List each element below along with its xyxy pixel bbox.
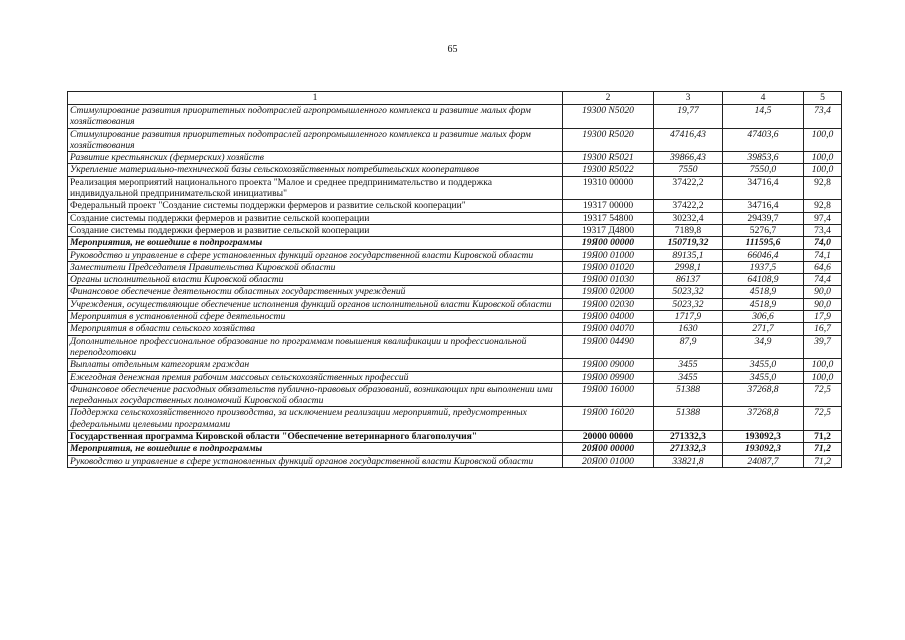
row-name-cell: Мероприятия, не вошедшие в подпрограммы	[68, 443, 563, 455]
row-name-cell: Создание системы поддержки фермеров и развитие сельской кооперации	[68, 224, 563, 236]
row-name-cell: Финансовое обеспечение расходных обязательств публично-правовых образований, возникающих при выполнении ими переданных государственных полномочий Кировской области	[68, 383, 563, 407]
row-name-cell: Реализация мероприятий национального проекта "Малое и среднее предпринимательство и поддержка индивидуальной предпринимательской инициативы"	[68, 176, 563, 200]
table-row	[68, 261, 842, 273]
row-value-col5: 90,0	[804, 298, 842, 310]
row-code-cell: 19Я00 02030	[563, 298, 654, 310]
row-value-col4: 5276,7	[723, 224, 804, 236]
table-row	[68, 359, 842, 371]
table-row	[68, 383, 842, 407]
row-value-col5: 71,2	[804, 455, 842, 467]
row-value-col4: 34,9	[723, 335, 804, 359]
table-row	[68, 176, 842, 200]
row-value-col4: 64108,9	[723, 274, 804, 286]
row-value-col5: 100,0	[804, 152, 842, 164]
row-value-col5: 97,4	[804, 212, 842, 224]
row-code-cell: 19317 Д4800	[563, 224, 654, 236]
row-value-col4: 29439,7	[723, 212, 804, 224]
table-row	[68, 152, 842, 164]
row-value-col4: 66046,4	[723, 249, 804, 261]
row-name-cell: Органы исполнительной власти Кировской области	[68, 274, 563, 286]
table-row	[68, 286, 842, 298]
row-value-col4: 4518,9	[723, 298, 804, 310]
row-name-cell: Руководство и управление в сфере установленных функций органов государственной власти Кировской области	[68, 455, 563, 467]
row-code-cell: 19Я00 09000	[563, 359, 654, 371]
table-row	[68, 323, 842, 335]
row-code-cell: 19Я00 16020	[563, 407, 654, 431]
table-row	[68, 455, 842, 467]
table-row	[68, 128, 842, 152]
row-value-col3: 39866,43	[654, 152, 723, 164]
column-header-1: 1	[68, 92, 563, 105]
row-value-col5: 72,5	[804, 407, 842, 431]
row-value-col5: 64,6	[804, 261, 842, 273]
row-name-cell: Стимулирование развития приоритетных подотраслей агропромышленного комплекса и развитие малых форм хозяйствования	[68, 128, 563, 152]
row-name-cell: Мероприятия в установленной сфере деятельности	[68, 311, 563, 323]
row-name-cell: Создание системы поддержки фермеров и развитие сельской кооперации	[68, 212, 563, 224]
row-code-cell: 19317 00000	[563, 200, 654, 212]
row-value-col3: 37422,2	[654, 200, 723, 212]
row-code-cell: 19Я00 00000	[563, 237, 654, 249]
row-value-col3: 3455	[654, 371, 723, 383]
row-name-cell: Мероприятия, не вошедшие в подпрограммы	[68, 237, 563, 249]
row-value-col5: 39,7	[804, 335, 842, 359]
table-row	[68, 407, 842, 431]
row-value-col4: 37268,8	[723, 407, 804, 431]
row-value-col3: 86137	[654, 274, 723, 286]
column-header-3: 3	[654, 92, 723, 105]
table-row	[68, 200, 842, 212]
row-value-col4: 1937,5	[723, 261, 804, 273]
row-name-cell: Поддержка сельскохозяйственного производства, за исключением реализации мероприятий, предусмотренных федеральными целевыми программами	[68, 407, 563, 431]
row-value-col3: 3455	[654, 359, 723, 371]
row-value-col4: 271,7	[723, 323, 804, 335]
row-value-col4: 7550,0	[723, 164, 804, 176]
row-code-cell: 19300 R5022	[563, 164, 654, 176]
row-value-col4: 14,5	[723, 105, 804, 129]
row-code-cell: 19Я00 01030	[563, 274, 654, 286]
row-code-cell: 19300 R5021	[563, 152, 654, 164]
row-value-col3: 1630	[654, 323, 723, 335]
row-value-col3: 89135,1	[654, 249, 723, 261]
row-value-col5: 73,4	[804, 224, 842, 236]
row-name-cell: Дополнительное профессиональное образование по программам повышения квалификации и профессиональной переподготовки	[68, 335, 563, 359]
row-value-col4: 47403,6	[723, 128, 804, 152]
table-row	[68, 224, 842, 236]
row-value-col3: 37422,2	[654, 176, 723, 200]
row-code-cell: 19Я00 01000	[563, 249, 654, 261]
row-value-col3: 5023,32	[654, 286, 723, 298]
row-code-cell: 19300 R5020	[563, 128, 654, 152]
row-code-cell: 19Я00 04490	[563, 335, 654, 359]
row-value-col5: 73,4	[804, 105, 842, 129]
row-value-col3: 33821,8	[654, 455, 723, 467]
table-row	[68, 212, 842, 224]
row-value-col3: 2998,1	[654, 261, 723, 273]
row-value-col4: 4518,9	[723, 286, 804, 298]
row-value-col3: 1717,9	[654, 311, 723, 323]
row-name-cell: Заместители Председателя Правительства Кировской области	[68, 261, 563, 273]
row-value-col3: 271332,3	[654, 443, 723, 455]
row-value-col5: 17,9	[804, 311, 842, 323]
row-code-cell: 20Я00 01000	[563, 455, 654, 467]
row-name-cell: Руководство и управление в сфере установленных функций органов государственной власти Кировской области	[68, 249, 563, 261]
row-value-col4: 34716,4	[723, 176, 804, 200]
row-code-cell: 19317 54800	[563, 212, 654, 224]
table-row	[68, 164, 842, 176]
row-code-cell: 19Я00 04000	[563, 311, 654, 323]
table-row	[68, 371, 842, 383]
row-value-col3: 51388	[654, 383, 723, 407]
row-value-col4: 34716,4	[723, 200, 804, 212]
row-value-col3: 47416,43	[654, 128, 723, 152]
row-name-cell: Стимулирование развития приоритетных подотраслей агропромышленного комплекса и развитие малых форм хозяйствования	[68, 105, 563, 129]
table-row	[68, 274, 842, 286]
row-code-cell: 19Я00 04070	[563, 323, 654, 335]
page-number: 65	[447, 44, 458, 55]
table-row	[68, 105, 842, 129]
row-value-col4: 111595,6	[723, 237, 804, 249]
row-value-col5: 71,2	[804, 431, 842, 443]
row-code-cell: 20Я00 00000	[563, 443, 654, 455]
row-value-col5: 92,8	[804, 176, 842, 200]
table-body	[68, 105, 842, 468]
row-value-col5: 92,8	[804, 200, 842, 212]
row-value-col3: 30232,4	[654, 212, 723, 224]
row-value-col3: 271332,3	[654, 431, 723, 443]
row-value-col4: 3455,0	[723, 359, 804, 371]
row-value-col3: 19,77	[654, 105, 723, 129]
row-value-col3: 7550	[654, 164, 723, 176]
row-name-cell: Мероприятия в области сельского хозяйства	[68, 323, 563, 335]
column-header-2: 2	[563, 92, 654, 105]
row-value-col5: 72,5	[804, 383, 842, 407]
row-name-cell: Укрепление материально-технической базы сельскохозяйственных потребительских кооперативов	[68, 164, 563, 176]
row-name-cell: Государственная программа Кировской области "Обеспечение ветеринарного благополучия"	[68, 431, 563, 443]
table-row	[68, 443, 842, 455]
row-code-cell: 19Я00 02000	[563, 286, 654, 298]
row-value-col5: 100,0	[804, 359, 842, 371]
table-header-row	[68, 92, 842, 105]
row-value-col3: 5023,32	[654, 298, 723, 310]
row-value-col5: 16,7	[804, 323, 842, 335]
row-value-col3: 7189,8	[654, 224, 723, 236]
row-value-col3: 87,9	[654, 335, 723, 359]
row-name-cell: Развитие крестьянских (фермерских) хозяйств	[68, 152, 563, 164]
row-code-cell: 19300 N5020	[563, 105, 654, 129]
row-value-col4: 193092,3	[723, 431, 804, 443]
row-value-col4: 37268,8	[723, 383, 804, 407]
table-row	[68, 311, 842, 323]
row-name-cell: Выплаты отдельным категориям граждан	[68, 359, 563, 371]
row-code-cell: 19310 00000	[563, 176, 654, 200]
budget-table	[67, 91, 842, 468]
row-value-col3: 51388	[654, 407, 723, 431]
row-name-cell: Федеральный проект "Создание системы поддержки фермеров и развитие сельской кооперации"	[68, 200, 563, 212]
table-row	[68, 335, 842, 359]
row-value-col5: 74,4	[804, 274, 842, 286]
row-value-col5: 90,0	[804, 286, 842, 298]
table-row	[68, 298, 842, 310]
table-row	[68, 249, 842, 261]
column-header-5: 5	[804, 92, 842, 105]
row-name-cell: Финансовое обеспечение деятельности областных государственных учреждений	[68, 286, 563, 298]
row-name-cell: Учреждения, осуществляющие обеспечение исполнения функций органов исполнительной власти Кировской области	[68, 298, 563, 310]
row-value-col5: 100,0	[804, 371, 842, 383]
row-value-col3: 150719,32	[654, 237, 723, 249]
row-code-cell: 19Я00 16000	[563, 383, 654, 407]
row-code-cell: 19Я00 01020	[563, 261, 654, 273]
row-code-cell: 19Я00 09900	[563, 371, 654, 383]
row-code-cell: 20000 00000	[563, 431, 654, 443]
table-row	[68, 431, 842, 443]
row-value-col4: 193092,3	[723, 443, 804, 455]
row-value-col5: 100,0	[804, 128, 842, 152]
row-value-col5: 74,0	[804, 237, 842, 249]
row-name-cell: Ежегодная денежная премия рабочим массовых сельскохозяйственных профессий	[68, 371, 563, 383]
row-value-col5: 100,0	[804, 164, 842, 176]
column-header-4: 4	[723, 92, 804, 105]
row-value-col4: 24087,7	[723, 455, 804, 467]
row-value-col5: 71,2	[804, 443, 842, 455]
row-value-col5: 74,1	[804, 249, 842, 261]
row-value-col4: 3455,0	[723, 371, 804, 383]
table-row	[68, 237, 842, 249]
row-value-col4: 39853,6	[723, 152, 804, 164]
row-value-col4: 306,6	[723, 311, 804, 323]
